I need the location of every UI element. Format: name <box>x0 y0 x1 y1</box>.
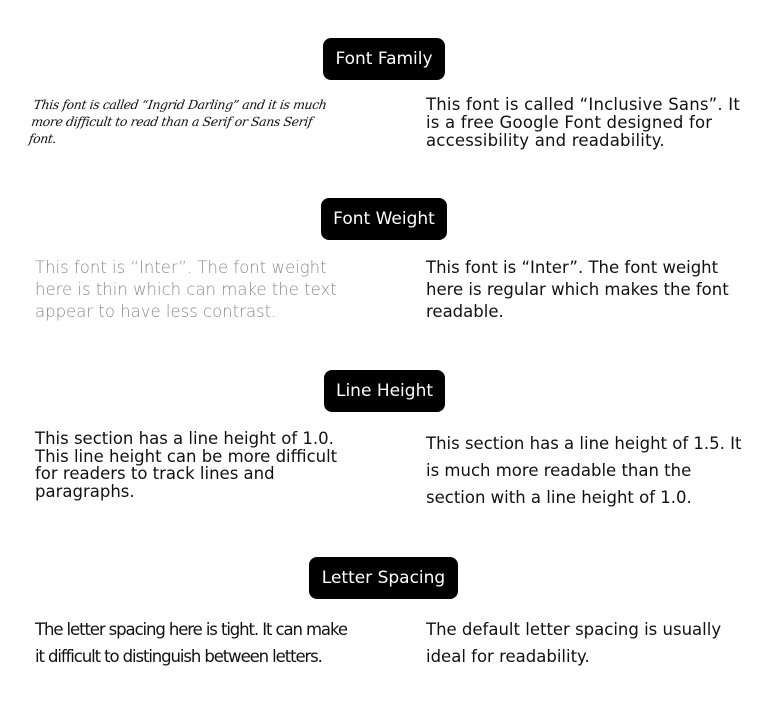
font-family-heading: Font Family <box>323 38 445 80</box>
letter-spacing-tight-example: The letter spacing here is tight. It can make it difficult to distinguish between letters. <box>35 620 347 666</box>
font-family-script-example: This font is called “Ingrid Darling” and it is much more difficult to read than a Serif or Sans Serif font. <box>27 97 328 146</box>
letter-spacing-heading: Letter Spacing <box>309 557 458 599</box>
line-height-tight-example: This section has a line height of 1.0. This line height can be more difficult for readers to track lines and paragraphs. <box>35 429 338 501</box>
font-weight-heading: Font Weight <box>321 198 447 240</box>
font-weight-regular-example: This font is “Inter”. The font weight here is regular which makes the font readable. <box>426 258 729 321</box>
line-height-heading: Line Height <box>324 370 445 412</box>
line-height-loose-example: This section has a line height of 1.5. It is much more readable than the section with a line height of 1.0. <box>426 434 742 507</box>
font-family-sans-example: This font is called “Inclusive Sans”. It is a free Google Font designed for accessibility and readability. <box>426 95 741 150</box>
letter-spacing-default-example: The default letter spacing is usually ideal for readability. <box>426 620 722 666</box>
font-weight-thin-example: This font is “Inter”. The font weight here is thin which can make the text appear to have less contrast. <box>35 258 337 321</box>
